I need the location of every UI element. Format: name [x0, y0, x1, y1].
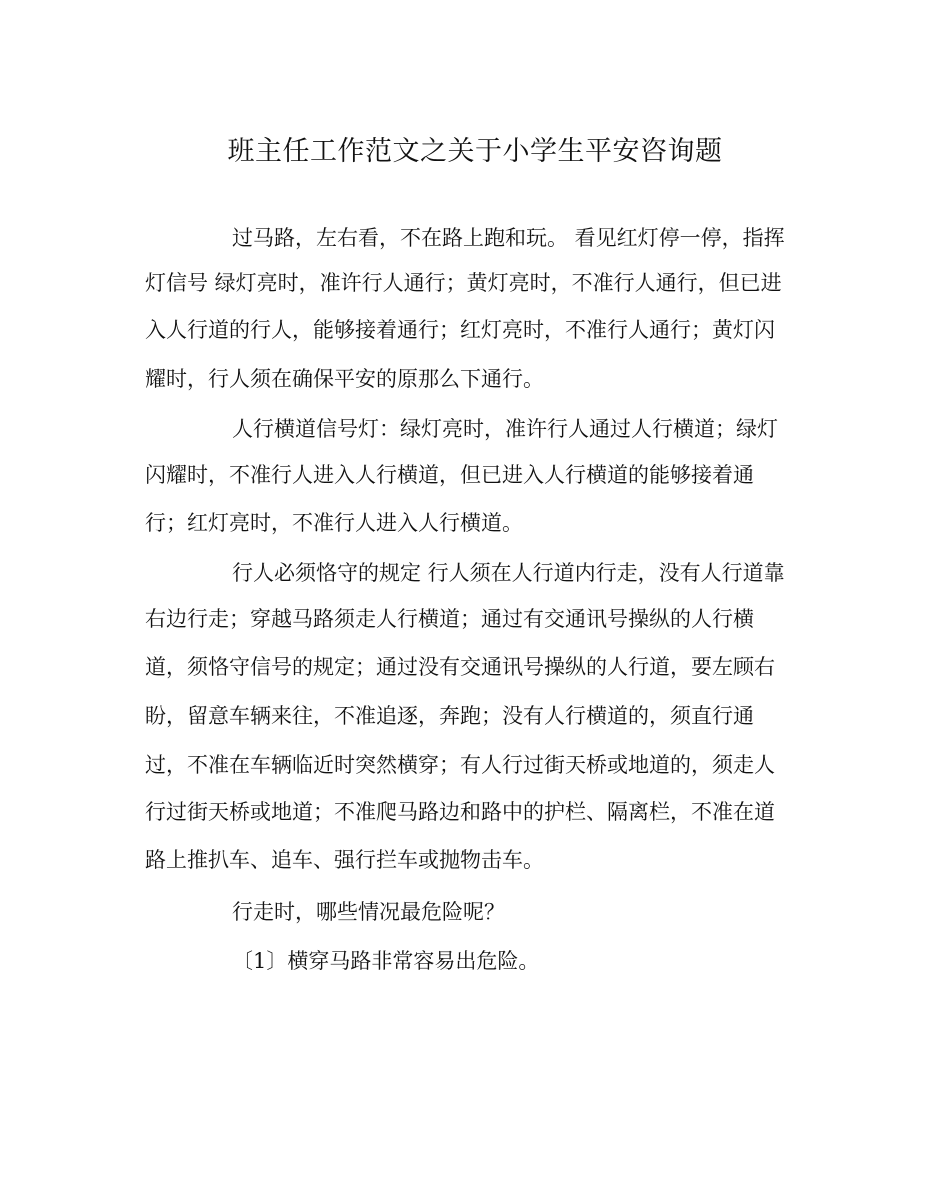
paragraph-2-line-2: 闪耀时，不准行人进入人行横道，但已进入人行横道的能够接着通	[145, 463, 754, 487]
paragraph-4-line-1: 行走时，哪些情况最危险呢？	[232, 900, 505, 924]
paragraph-3-line-5: 过，不准在车辆临近时突然横穿；有人行过街天桥或地道的，须走人	[145, 753, 775, 777]
paragraph-3-line-3: 道，须恪守信号的规定；通过没有交通讯号操纵的人行道，要左顾右	[145, 655, 775, 679]
paragraph-1-line-4: 耀时，行人须在确保平安的原那么下通行。	[145, 367, 544, 391]
paragraph-1-line-1: 过马路，左右看，不在路上跑和玩。 看见红灯停一停，指挥	[232, 226, 785, 250]
paragraph-3-line-4: 盼，留意车辆来往，不准追逐，奔跑；没有人行横道的，须直行通	[145, 704, 754, 728]
paragraph-2-line-3: 行；红灯亮时，不准行人进入人行横道。	[145, 511, 523, 535]
paragraph-2-line-1: 人行横道信号灯：绿灯亮时，准许行人通过人行横道；绿灯	[232, 417, 778, 441]
paragraph-3-line-1: 行人必须恪守的规定 行人须在人行道内行走，没有人行道靠	[232, 561, 785, 585]
paragraph-1-line-2: 灯信号 绿灯亮时，准许行人通行；黄灯亮时，不准行人通行，但已进	[145, 271, 782, 295]
paragraph-5-line-1: 〔1〕横穿马路非常容易出危险。	[232, 949, 540, 973]
paragraph-3-line-7: 路上推扒车、追车、强行拦车或抛物击车。	[145, 848, 544, 872]
paragraph-3-line-6: 行过街天桥或地道；不准爬马路边和路中的护栏、隔离栏，不准在道	[145, 800, 775, 824]
paragraph-3-line-2: 右边行走；穿越马路须走人行横道；通过有交通讯号操纵的人行横	[145, 607, 754, 631]
document-title: 班主任工作范文之关于小学生平安咨询题	[227, 136, 723, 167]
paragraph-1-line-3: 入人行道的行人，能够接着通行；红灯亮时，不准行人通行；黄灯闪	[145, 318, 775, 342]
